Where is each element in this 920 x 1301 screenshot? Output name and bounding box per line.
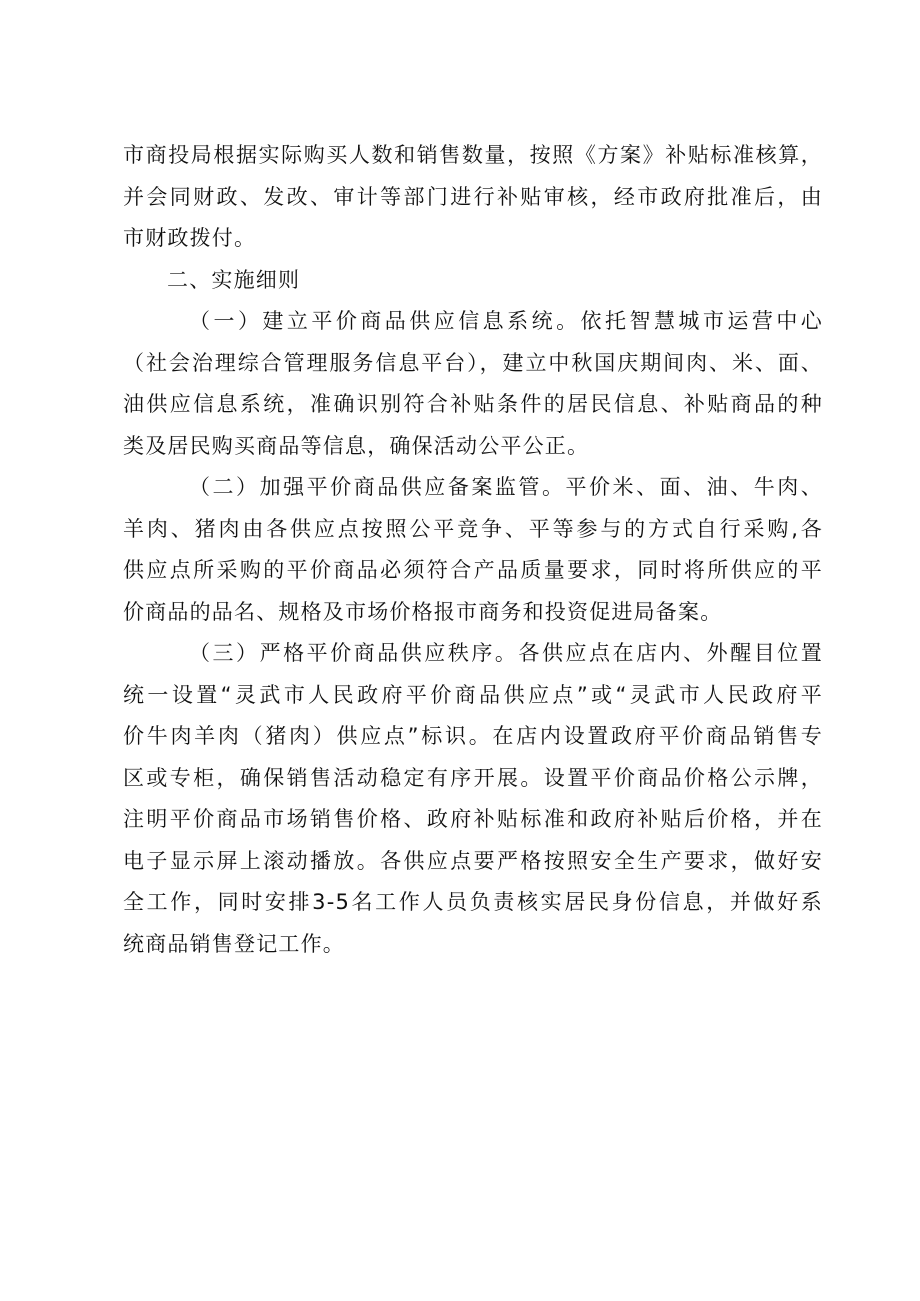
paragraph-line: 供应点所采购的平价商品必须符合产品质量要求，同时将所供应的平 — [123, 558, 823, 582]
paragraph-line: 全工作，同时安排3-5名工作人员负责核实居民身份信息，并做好系 — [123, 890, 823, 914]
subsection-heading-2: （二）加强平价商品供应备案监管。平价米、面、油、牛肉、 — [189, 475, 823, 499]
subsection-heading-1: （一）建立平价商品供应信息系统。依托智慧城市运营中心 — [189, 309, 823, 333]
paragraph-line: 市财政拨付。 — [123, 226, 257, 250]
subsection-heading-3: （三）严格平价商品供应秩序。各供应点在店内、外醒目位置 — [189, 641, 823, 665]
paragraph-line: 价牛肉羊肉（猪肉）供应点”标识。在店内设置政府平价商品销售专 — [123, 724, 823, 748]
paragraph-line: 市商投局根据实际购买人数和销售数量，按照《方案》补贴标准核算， — [123, 143, 823, 167]
paragraph-line: （社会治理综合管理服务信息平台），建立中秋国庆期间肉、米、面、 — [123, 350, 823, 375]
paragraph-line: 注明平价商品市场销售价格、政府补贴标准和政府补贴后价格，并在 — [123, 807, 823, 831]
paragraph-line: 价商品的品名、规格及市场价格报市商务和投资促进局备案。 — [123, 599, 723, 624]
paragraph-line: 统一设置“灵武市人民政府平价商品供应点”或“灵武市人民政府平 — [123, 682, 823, 707]
paragraph-line: 羊肉、猪肉由各供应点按照公平竞争、平等参与的方式自行采购,各 — [123, 516, 823, 541]
paragraph-line: 并会同财政、发改、审计等部门进行补贴审核，经市政府批准后，由 — [123, 184, 823, 209]
paragraph-line: 统商品销售登记工作。 — [123, 931, 345, 956]
paragraph-line: 类及居民购买商品等信息，确保活动公平公正。 — [123, 433, 590, 458]
paragraph-line: 区或专柜，确保销售活动稳定有序开展。设置平价商品价格公示牌， — [123, 765, 823, 790]
paragraph-line: 油供应信息系统，准确识别符合补贴条件的居民信息、补贴商品的种 — [123, 392, 823, 416]
document-body — [123, 135, 823, 965]
section-heading: 二、实施细则 — [167, 267, 301, 292]
paragraph-line: 电子显示屏上滚动播放。各供应点要严格按照安全生产要求，做好安 — [123, 848, 823, 873]
